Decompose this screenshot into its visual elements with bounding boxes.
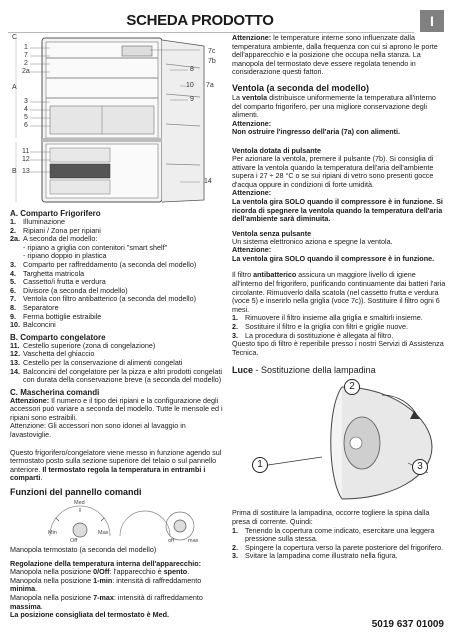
vent-nobutton-warning: La ventola gira SOLO quando il compressore è in funzione. bbox=[232, 253, 435, 263]
fridge-diagram bbox=[10, 34, 224, 206]
callout-7a: 7a bbox=[206, 82, 214, 89]
vent-nobutton-text: Un sistema elettronico aziona e spegne la ventola. bbox=[232, 236, 393, 246]
list-item: 2. Sostituire il filtro e la griglia con filtri e griglie nuove. bbox=[232, 322, 408, 332]
callout-6: 6 bbox=[24, 122, 28, 129]
vent-title: Ventola (a seconda del modello) bbox=[232, 82, 370, 93]
dial-med: Med bbox=[74, 500, 85, 507]
list-item: 2. Ripiani / Zona per ripiani bbox=[10, 225, 101, 235]
controls-title: Funzioni del pannello comandi bbox=[10, 487, 142, 498]
list-item: 5. Cassetto/i frutta e verdura bbox=[10, 277, 106, 287]
list-item: 8. Separatore bbox=[10, 302, 59, 312]
regulation-max: Manopola nella posizione 7-max: intensità di raffreddamento massima. bbox=[10, 593, 203, 611]
list-item: 3. Svitare la lampadina come illustrato nella figura. bbox=[232, 551, 398, 561]
section-a-list bbox=[10, 218, 224, 330]
lamp-cover-drawing bbox=[232, 377, 446, 505]
callout-3: 3 bbox=[24, 98, 28, 105]
callout-2: 2 bbox=[24, 60, 28, 67]
section-c-title: C. Mascherina comandi bbox=[10, 387, 100, 397]
list-item: 6. Divisore (a seconda del modello) bbox=[10, 285, 128, 295]
list-item: 11. Cestello superiore (zona di congelazione) bbox=[10, 340, 156, 350]
dial-right-off: off bbox=[168, 538, 175, 545]
filter-availability: Questo tipo di filtro è reperibile presso i nostri Servizi di Assistenza Tecnica. bbox=[232, 339, 444, 357]
list-item: 1. Illuminazione bbox=[10, 217, 65, 226]
vent-nobutton-title: Ventola senza pulsante bbox=[232, 228, 312, 238]
callout-1: 1 bbox=[24, 44, 28, 51]
page-header bbox=[0, 8, 454, 34]
controls-caption: Manopola termostato (a seconda del modello) bbox=[10, 545, 157, 555]
callout-7b: 7b bbox=[208, 58, 216, 65]
callout-12: 12 bbox=[22, 156, 30, 163]
list-item: 7. Ventola con filtro antibatterico (a seconda del modello) bbox=[10, 294, 197, 304]
vent-button-attention: Attenzione: bbox=[232, 188, 272, 198]
lamp-illustration bbox=[232, 377, 446, 505]
callout-13: 13 bbox=[22, 168, 30, 175]
callout-5: 5 bbox=[24, 114, 28, 121]
page-title: SCHEDA PRODOTTO bbox=[126, 12, 274, 29]
list-item: 12. Vaschetta del ghiaccio bbox=[10, 349, 95, 359]
callout-7: 7 bbox=[24, 52, 28, 59]
list-item: 1. Tenendo la copertura come indicato, esercitare una leggera pressione sulla stessa. bbox=[232, 525, 435, 544]
list-item: 3. La procedura di sostituzione è allegata al filtro. bbox=[232, 330, 394, 340]
thermostat-paragraph: Questo frigorifero/congelatore viene messo in funzione agendo sul termostato posto sulla sezione superiore del telaio o sul pannello anteriore. Il termostato regola la temperatura in entrambi i comparti. bbox=[10, 447, 222, 483]
vent-button-title: Ventola dotata di pulsante bbox=[232, 145, 322, 155]
section-b-title: B. Comparto congelatore bbox=[10, 332, 106, 342]
vent-warning: Non ostruire l'ingresso dell'aria (7a) con alimenti. bbox=[232, 127, 400, 137]
step-3-marker: 3 bbox=[412, 459, 428, 475]
list-item: 4. Targhetta matricola bbox=[10, 268, 85, 278]
vent-button-warning: La ventola gira SOLO quando il compressore è in funzione. Si ricorda di spegnere la ventola quando la temperatura dell'aria dell'ambiente sarà diminuita. bbox=[232, 196, 443, 224]
lamp-intro: Prima di sostituire la lampadina, occorre togliere la spina dalla presa di corrente. Quindi: bbox=[232, 508, 430, 526]
product-code: 5019 637 01009 bbox=[371, 619, 444, 630]
callout-9: 9 bbox=[190, 96, 194, 103]
filter-description: Il filtro antibatterico assicura un maggiore livello di igiene all'interno del frigorifero, purificando continuamente dai batteri l'aria circolante. Rimuoverlo dalla scatola (nel cassetto frutta e verdura (voce 5) e inserirlo nella griglia (voce 7c)). Sostituire il filtro ogni 6 mesi. bbox=[232, 270, 446, 314]
section-c-note: Attenzione: Il numero e il tipo dei ripiani e la configurazione degli accessori può variare a seconda del modello. Tutte le mensole ed i ripiani sono estraibili. bbox=[10, 395, 223, 422]
dial-off: Off bbox=[70, 538, 78, 545]
right-column bbox=[232, 34, 446, 561]
section-b-list bbox=[10, 342, 224, 385]
list-item: - ripiano a griglia con contenitori "smart shelf" bbox=[23, 242, 168, 252]
callout-2a: 2a bbox=[22, 68, 30, 75]
fridge-illustration bbox=[10, 34, 224, 206]
lamp-title: Luce - Sostituzione della lampadina bbox=[232, 365, 376, 376]
list-item: 1. Rimuovere il filtro insieme alla griglia e smaltirli insieme. bbox=[232, 313, 423, 323]
callout-8: 8 bbox=[190, 66, 194, 73]
list-item: 2a. A seconda del modello: bbox=[10, 234, 98, 244]
filter-steps bbox=[232, 314, 446, 340]
regulation-off: Manopola nella posizione 0/Off: l'apparecchio è spento. bbox=[10, 567, 190, 577]
list-item: 2. Spingere la copertura verso la parete posteriore del frigorifero. bbox=[232, 542, 444, 552]
step-1-marker: 1 bbox=[252, 457, 268, 473]
section-a-title: A. Comparto Frigorifero bbox=[10, 209, 101, 218]
list-item: 14. Balconcini del congelatore per la pizza e altri prodotti congelati bbox=[10, 366, 222, 376]
callout-7c: 7c bbox=[208, 48, 216, 55]
section-c-note-2: Attenzione: Gli accessori non sono idonei al lavaggio in lavastoviglie. bbox=[10, 421, 186, 440]
callout-10: 10 bbox=[186, 82, 194, 89]
dial-max: Max bbox=[98, 530, 109, 537]
control-panel-illustration bbox=[10, 500, 224, 546]
dial-right-max: max bbox=[188, 538, 199, 545]
list-item: 13. Cestello per la conservazione di alimenti congelati bbox=[10, 357, 183, 367]
list-item: - ripiano doppio in plastica bbox=[23, 251, 107, 261]
regulation-title: Regolazione della temperatura interna dell'apparecchio: bbox=[10, 558, 202, 568]
label-c: C bbox=[12, 34, 18, 41]
step-2-marker: 2 bbox=[344, 379, 360, 395]
temperature-note: Attenzione: le temperature interne sono influenzate dalla temperatura ambiente, dalla frequenza con cui si aprono le porte dell'apparecchio e la posizione che occupa nella stanza. La manopola del termostato deve essere regolata tenendo in considerazione questi fattori. bbox=[232, 33, 438, 77]
callout-14: 14 bbox=[204, 178, 212, 185]
vent-nobutton-attention: Attenzione: bbox=[232, 245, 272, 255]
regulation-min: Manopola nella posizione 1-min: intensità di raffreddamento minima. bbox=[10, 575, 202, 594]
label-b: B bbox=[12, 168, 17, 175]
left-column bbox=[10, 34, 224, 620]
list-item: 9. Ferma bottiglie estraibile bbox=[10, 311, 102, 321]
list-item: 3. Comparto per raffreddamento (a seconda del modello) bbox=[10, 259, 197, 269]
vent-attention: Attenzione: bbox=[232, 118, 272, 128]
callout-11: 11 bbox=[22, 148, 30, 155]
callout-4: 4 bbox=[24, 106, 28, 113]
vent-button-text: Per azionare la ventola, premere il pulsante (7b). Si consiglia di attivare la ventola quando la temperatura dell'aria dell'ambiente supera i 27 ÷ 28 °C o se sui ripiani di vetro sono presenti gocce d'acqua oppure in condizioni di forte umidità. bbox=[232, 153, 434, 189]
vent-description: La ventola distribuisce uniformemente la temperatura all'interno del comparto frigorifero, per una migliore conservazione degli alimenti. bbox=[232, 92, 436, 120]
list-item: con durata della conservazione breve (a seconda del modello) bbox=[23, 375, 222, 385]
regulation-recommended: La posizione consigliata del termostato è Med. bbox=[10, 610, 169, 620]
language-badge: I bbox=[420, 10, 444, 32]
lamp-steps bbox=[232, 527, 446, 561]
dial-min: Min bbox=[48, 530, 57, 537]
list-item: 10. Balconcini bbox=[10, 320, 56, 330]
label-a: A bbox=[12, 84, 17, 91]
